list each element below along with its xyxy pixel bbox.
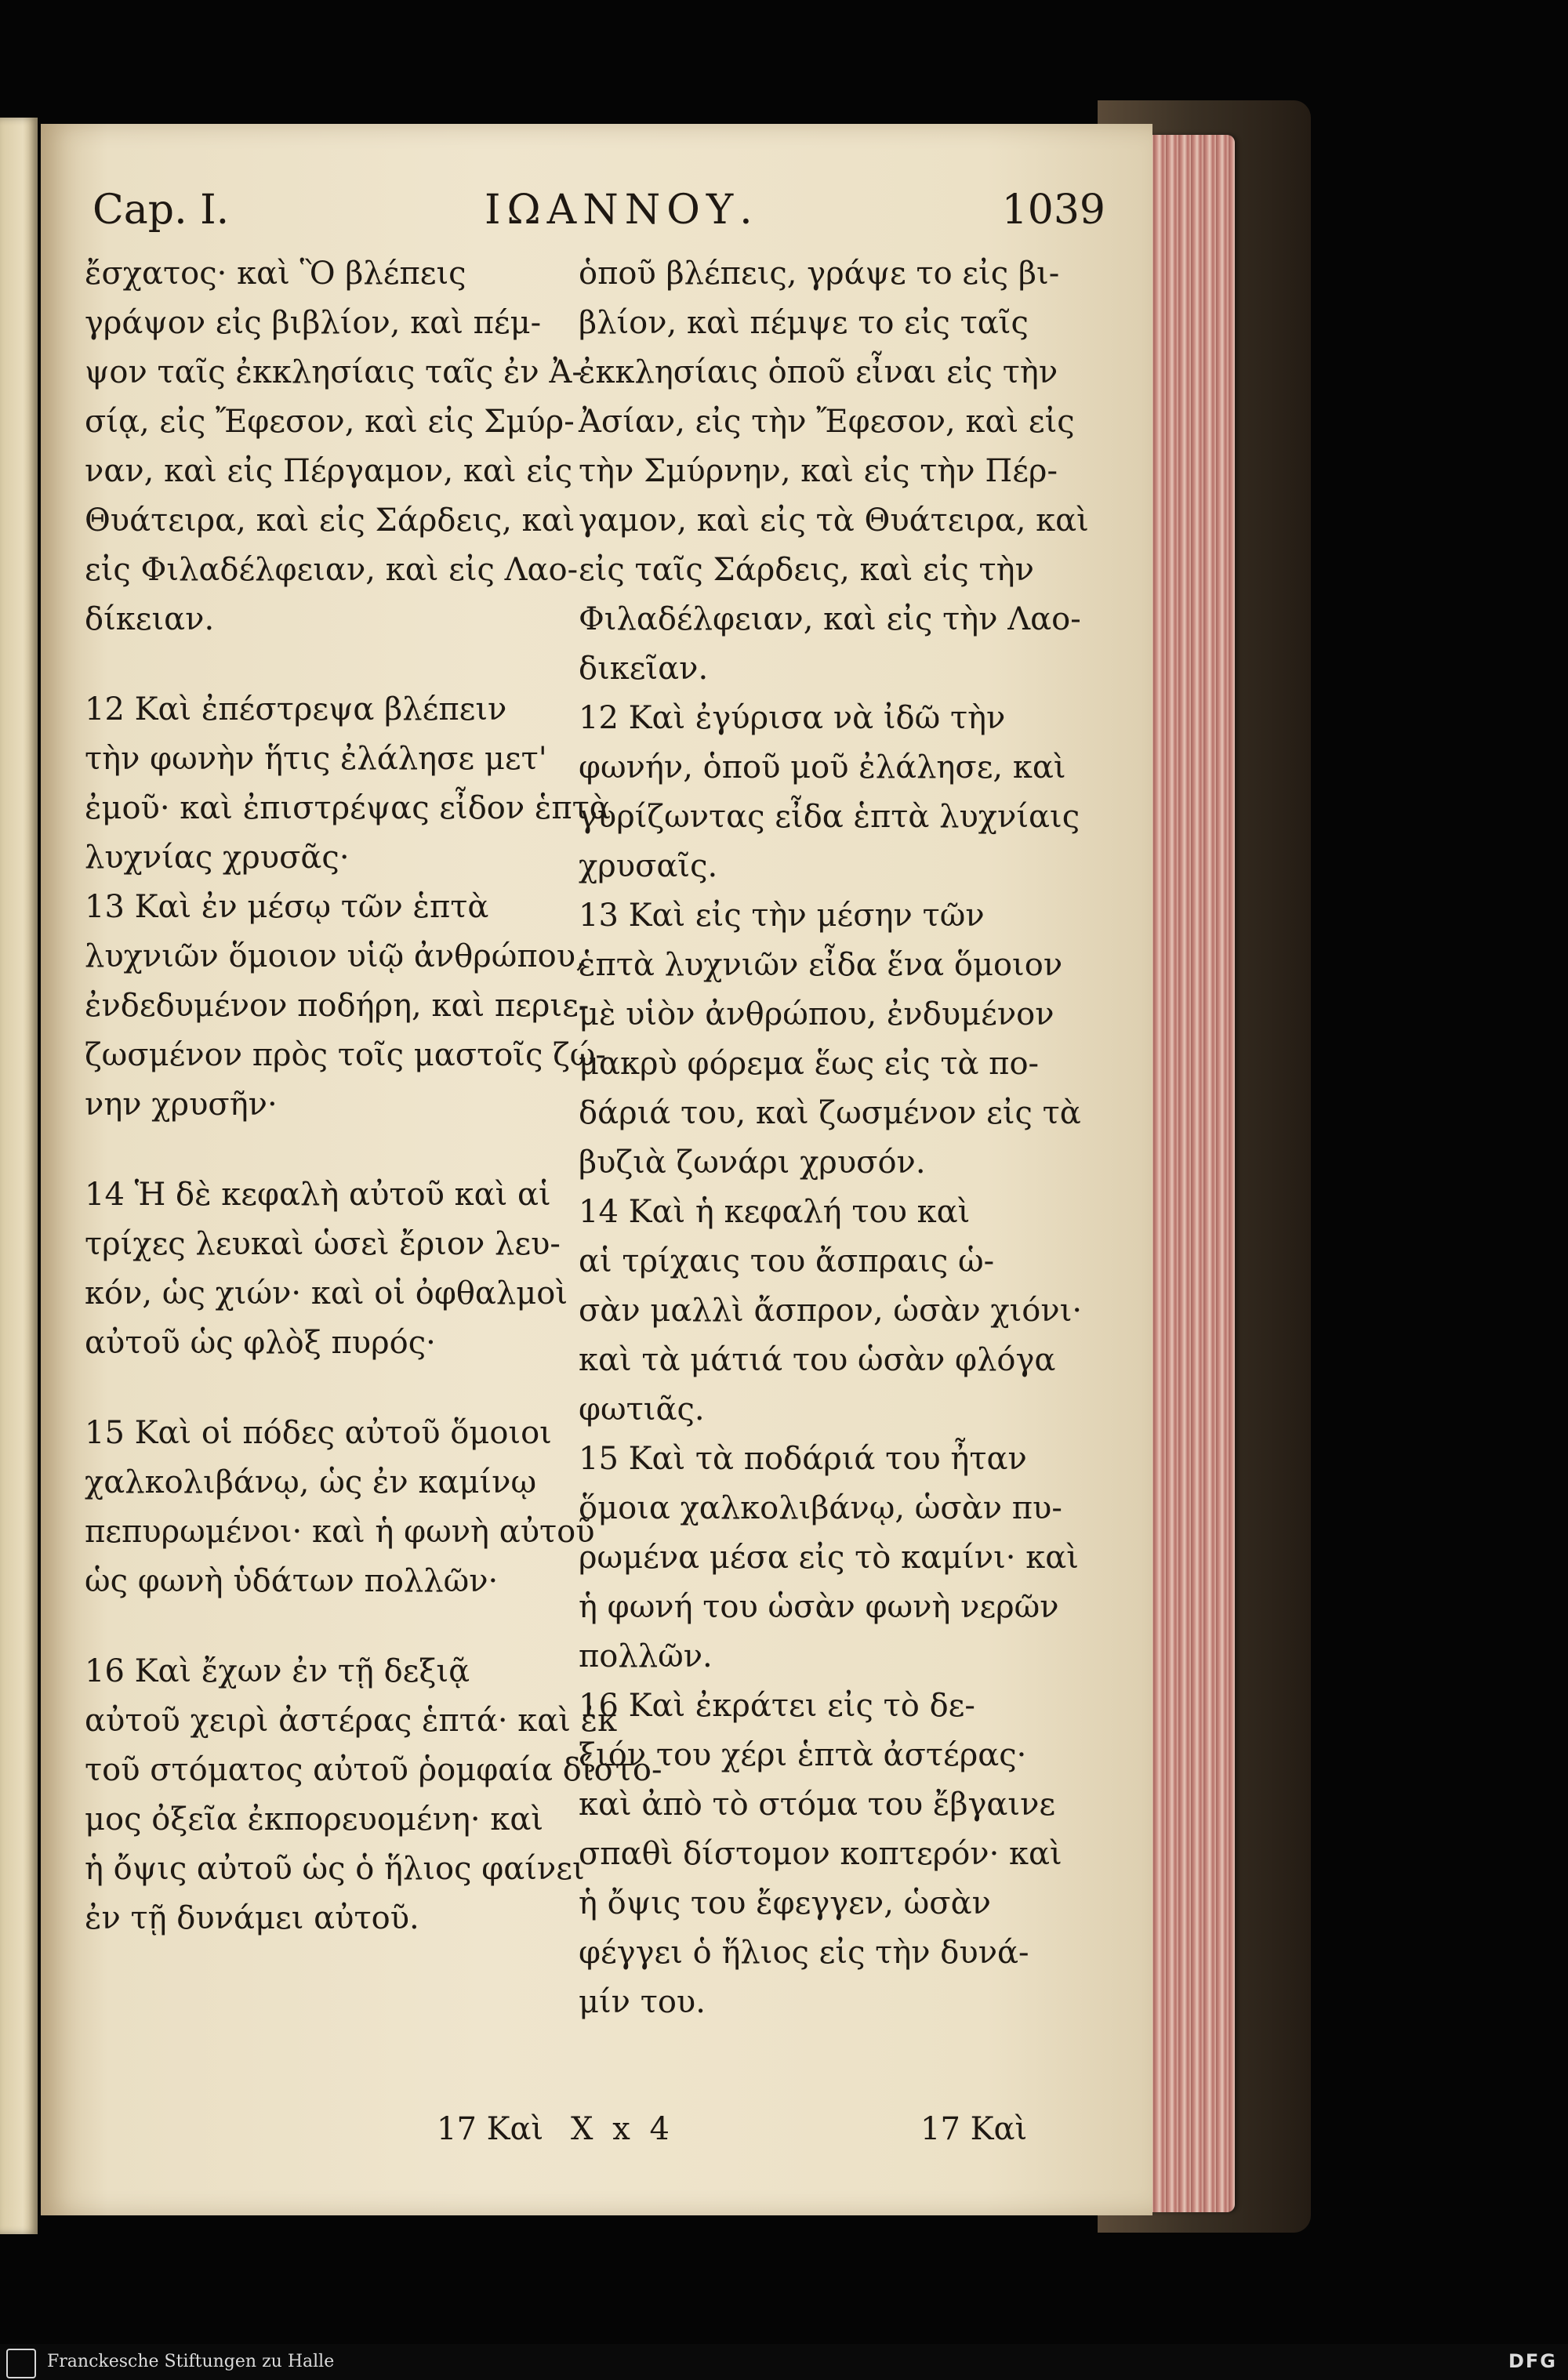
text-line: δικεῖαν. bbox=[579, 651, 709, 687]
text-line: εἰς ταῖς Σάρδεις, καὶ εἰς τὴν bbox=[579, 552, 1034, 588]
text-line: κόν, ὡς χιών· καὶ οἱ ὀφθαλμοὶ bbox=[85, 1275, 568, 1312]
text-line: αὐτοῦ ὡς φλὸξ πυρός· bbox=[85, 1325, 436, 1361]
text-line: Φιλαδέλφειαν, καὶ εἰς τὴν Λαο- bbox=[579, 601, 1081, 637]
text-line: βυζιὰ ζωνάρι χρυσόν. bbox=[579, 1145, 926, 1181]
text-line: ξιόν του χέρι ἑπτὰ ἀστέρας· bbox=[579, 1737, 1027, 1773]
verse-start: 15 Καὶ οἱ πόδες αὐτοῦ ὅμοιοι bbox=[85, 1415, 552, 1451]
dfg-logo: DFG bbox=[1508, 2350, 1557, 2372]
text-line: δίκειαν. bbox=[85, 601, 215, 637]
text-line: ὅμοια χαλκολιβάνῳ, ὡσὰν πυ- bbox=[579, 1490, 1062, 1526]
text-line: μὲ υἱὸν ἀνθρώπου, ἐνδυμένον bbox=[579, 996, 1054, 1032]
text-line: βλίον, καὶ πέμψε το εἰς ταῖς bbox=[579, 305, 1029, 341]
verse-start: 13 Καὶ εἰς τὴν μέσην τῶν bbox=[579, 898, 985, 934]
text-line: ἡ ὄψις αὐτοῦ ὡς ὁ ἥλιος φαίνει bbox=[85, 1851, 585, 1887]
verse-start: 16 Καὶ ἐκράτει εἰς τὸ δε- bbox=[579, 1688, 975, 1724]
text-line: ψον ταῖς ἐκκλησίαις ταῖς ἐν Ἀ- bbox=[85, 354, 583, 390]
book-page bbox=[41, 124, 1152, 2215]
text-line: φωνήν, ὁποῦ μοῦ ἐλάλησε, καὶ bbox=[579, 749, 1066, 785]
signature-mark: X x 4 bbox=[571, 2111, 674, 2147]
text-line: μος ὀξεῖα ἐκπορευομένη· καὶ bbox=[85, 1801, 544, 1838]
text-line: Ἀσίαν, εἰς τὴν Ἔφεσον, καὶ εἰς bbox=[579, 404, 1075, 440]
text-line: τὴν Σμύρνην, καὶ εἰς τὴν Πέρ- bbox=[579, 453, 1058, 489]
text-line: πολλῶν. bbox=[579, 1638, 713, 1674]
text-line: αἱ τρίχαις του ἄσπραις ὡ- bbox=[579, 1243, 995, 1279]
text-line: εἰς Φιλαδέλφειαν, καὶ εἰς Λαο- bbox=[85, 552, 579, 588]
text-line: ἑπτὰ λυχνιῶν εἶδα ἕνα ὅμοιον bbox=[579, 947, 1063, 983]
text-line: αὐτοῦ χειρὶ ἀστέρας ἑπτά· καὶ ἐκ bbox=[85, 1703, 618, 1739]
text-line: μίν του. bbox=[579, 1984, 706, 2020]
text-line: καὶ ἀπὸ τὸ στόμα του ἔβγαινε bbox=[579, 1787, 1056, 1823]
text-line: γράψον εἰς βιβλίον, καὶ πέμ- bbox=[85, 305, 542, 341]
text-line: νην χρυσῆν· bbox=[85, 1087, 278, 1123]
text-line: σπαθὶ δίστομον κοπτερόν· καὶ bbox=[579, 1836, 1062, 1872]
text-line: ἐκκλησίαις ὁποῦ εἶναι εἰς τὴν bbox=[579, 354, 1058, 390]
page-number: 1039 bbox=[1001, 187, 1105, 234]
text-line: ὡς φωνὴ ὑδάτων πολλῶν· bbox=[85, 1563, 499, 1599]
text-line: ἡ φωνή του ὡσὰν φωνὴ νερῶν bbox=[579, 1589, 1059, 1625]
verse-start: 16 Καὶ ἔχων ἐν τῇ δεξιᾷ bbox=[85, 1653, 470, 1689]
text-line: καὶ τὰ μάτιά του ὡσὰν φλόγα bbox=[579, 1342, 1056, 1378]
text-line: ρωμένα μέσα εἰς τὸ καμίνι· καὶ bbox=[579, 1540, 1079, 1576]
text-line: ζωσμένον πρὸς τοῖς μαστοῖς ζώ- bbox=[85, 1037, 606, 1073]
text-line: γυρίζωντας εἶδα ἑπτὰ λυχνίαις bbox=[579, 799, 1080, 835]
verse-start: 15 Καὶ τὰ ποδάριά του ἦταν bbox=[579, 1441, 1027, 1477]
text-line: πεπυρωμένοι· καὶ ἡ φωνὴ αὐτοῦ bbox=[85, 1514, 595, 1550]
text-line: μακρὺ φόρεμα ἕως εἰς τὰ πο- bbox=[579, 1046, 1040, 1082]
text-line: τοῦ στόματος αὐτοῦ ῥομφαία δίστο- bbox=[85, 1752, 662, 1788]
text-line: σὰν μαλλὶ ἄσπρον, ὡσὰν χιόνι· bbox=[579, 1293, 1083, 1329]
text-line: σίᾳ, εἰς Ἔφεσον, καὶ εἰς Σμύρ- bbox=[85, 404, 575, 440]
catchword-right: 17 Καὶ bbox=[920, 2111, 1028, 2147]
right-column-modern-greek bbox=[579, 249, 1088, 2027]
text-line: Θυάτειρα, καὶ εἰς Σάρδεις, καὶ bbox=[85, 502, 575, 539]
text-line: δάριά του, καὶ ζωσμένον εἰς τὰ bbox=[579, 1095, 1081, 1131]
text-line: χαλκολιβάνῳ, ὡς ἐν καμίνῳ bbox=[85, 1464, 537, 1500]
running-title: ΙΩΑΝΝΟΥ. bbox=[485, 187, 759, 234]
text-line: ἐνδεδυμένον ποδήρη, καὶ περιε- bbox=[85, 988, 590, 1024]
verse-start: 13 Καὶ ἐν μέσῳ τῶν ἑπτὰ bbox=[85, 889, 489, 925]
text-line: ἐν τῇ δυνάμει αὐτοῦ. bbox=[85, 1900, 419, 1936]
text-line: φωτιᾶς. bbox=[579, 1391, 705, 1428]
page-edges bbox=[1141, 135, 1235, 2212]
text-line: λυχνίας χρυσᾶς· bbox=[85, 840, 350, 876]
text-line: χρυσαῖς. bbox=[579, 848, 718, 884]
institution-name: Franckesche Stiftungen zu Halle bbox=[47, 2352, 335, 2371]
text-line: φέγγει ὁ ἥλιος εἰς τὴν δυνά- bbox=[579, 1935, 1029, 1971]
text-line: ἡ ὄψις του ἔφεγγεν, ὡσὰν bbox=[579, 1885, 991, 1921]
text-line: ναν, καὶ εἰς Πέργαμον, καὶ εἰς bbox=[85, 453, 573, 489]
adjacent-page-edge bbox=[0, 118, 38, 2234]
running-header bbox=[93, 187, 1121, 241]
verse-start: 12 Καὶ ἐπέστρεψα βλέπειν bbox=[85, 691, 507, 727]
verse-start: 14 Καὶ ἡ κεφαλή του καὶ bbox=[579, 1194, 971, 1230]
text-line: ἔσχατος· καὶ Ὃ βλέπεις bbox=[85, 256, 466, 292]
text-line: ὁποῦ βλέπεις, γράψε το εἰς βι- bbox=[579, 256, 1060, 292]
text-line: γαμον, καὶ εἰς τὰ Θυάτειρα, καὶ bbox=[579, 502, 1089, 539]
credit-bar bbox=[0, 2344, 1568, 2380]
page-footer bbox=[41, 2111, 1152, 2166]
text-line: τρίχες λευκαὶ ὡσεὶ ἔριον λευ- bbox=[85, 1226, 561, 1262]
catchword-left: 17 Καὶ bbox=[437, 2111, 544, 2147]
verse-start: 12 Καὶ ἐγύρισα νὰ ἰδῶ τὴν bbox=[579, 700, 1006, 736]
text-line: ἐμοῦ· καὶ ἐπιστρέψας εἶδον ἑπτὰ bbox=[85, 790, 611, 826]
verse-start: 14 Ἡ δὲ κεφαλὴ αὐτοῦ καὶ αἱ bbox=[85, 1177, 551, 1213]
institution-logo-icon bbox=[6, 2349, 36, 2378]
text-line: τὴν φωνὴν ἥτις ἐλάλησε μετ' bbox=[85, 741, 547, 777]
chapter-label: Cap. I. bbox=[93, 187, 230, 234]
text-line: λυχνιῶν ὅμοιον υἱῷ ἀνθρώπου, bbox=[85, 938, 586, 974]
